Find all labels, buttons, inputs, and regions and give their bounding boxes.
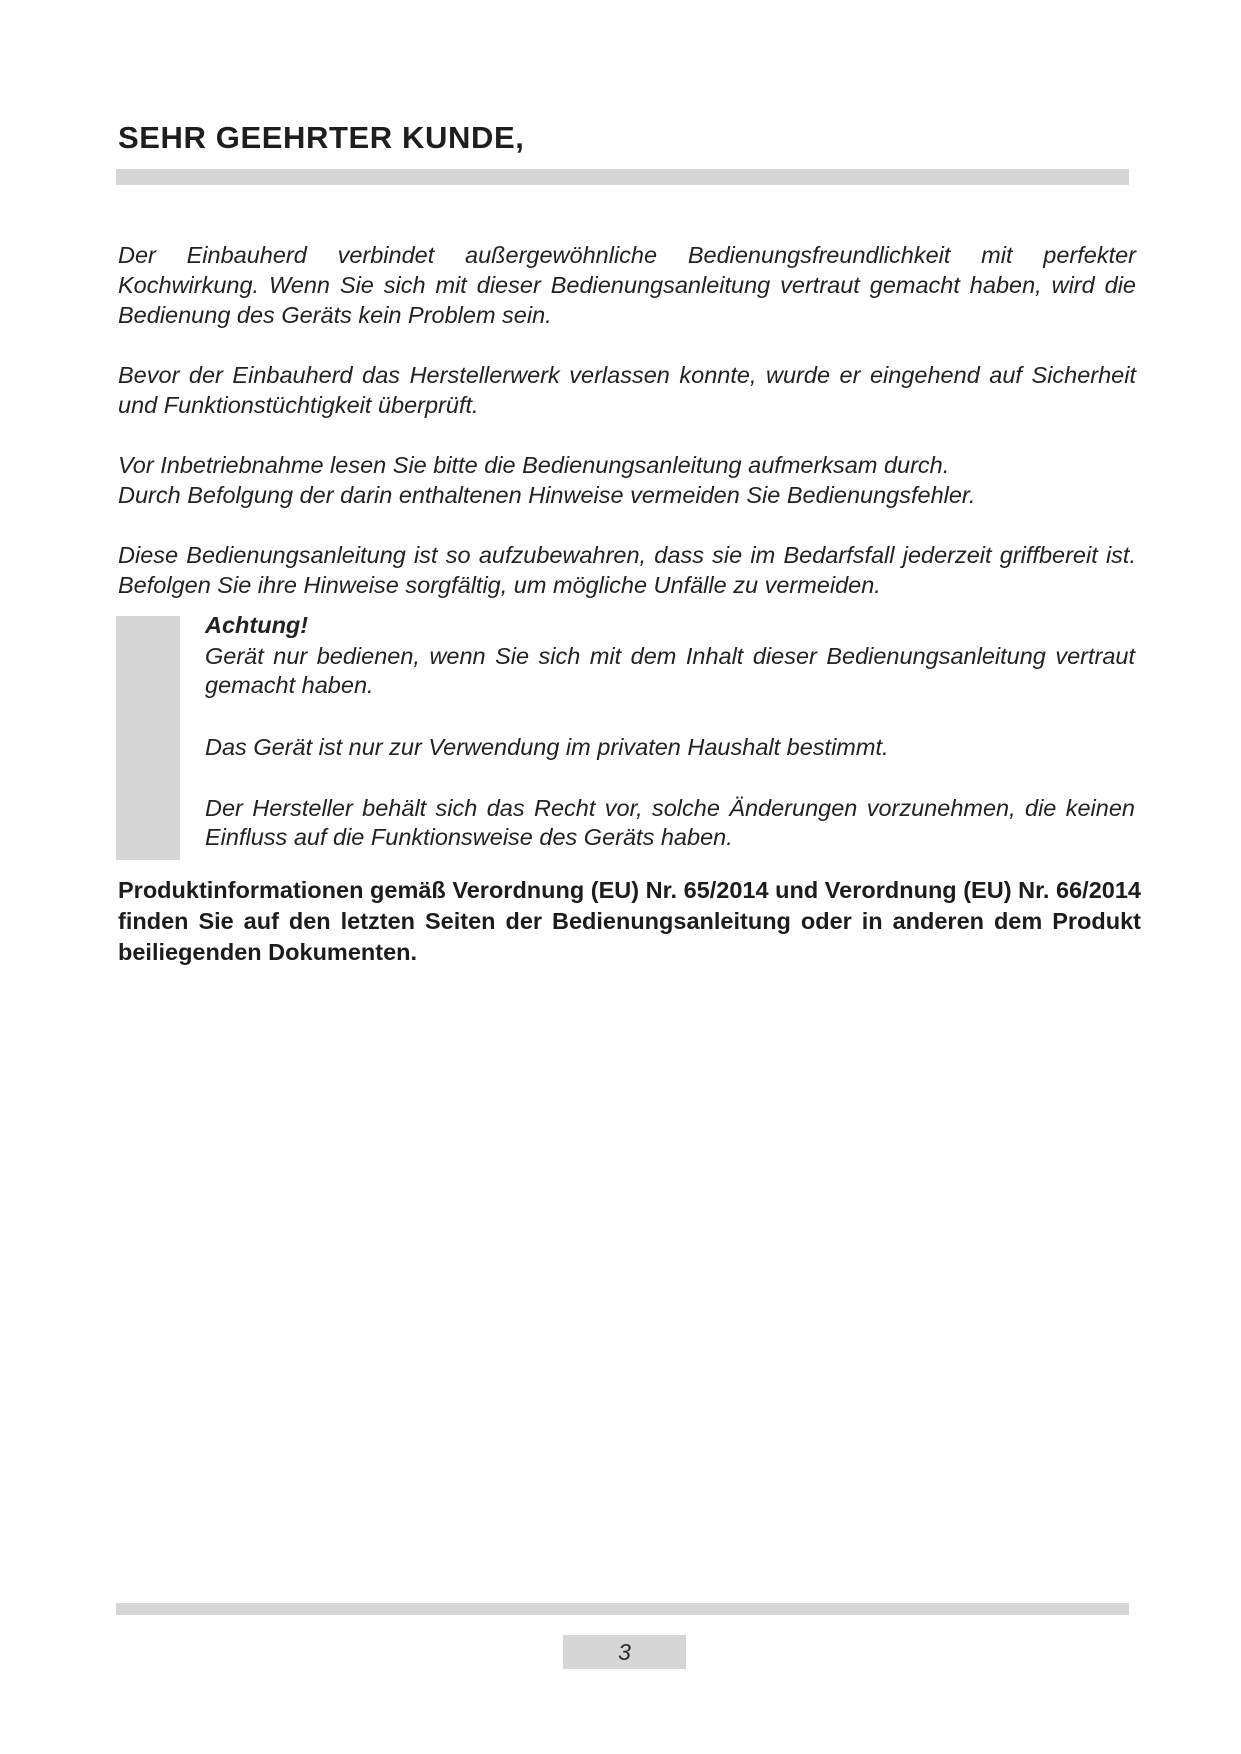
intro-paragraph-1: Der Einbauherd verbindet außergewöhnliche Bedienungsfreundlichkeit mit perfekter Kochwirkung. Wenn Sie sich mit dieser Bedienungsanleitung vertraut gemacht haben, wird die Bedienung des Geräts kein Problem sein.: [118, 242, 1136, 328]
warning-title: Achtung!: [205, 612, 309, 638]
warning-text-3: Der Hersteller behält sich das Recht vor, solche Änderungen vorzunehmen, die keinen Einfluss auf die Funktionsweise des Geräts haben.: [205, 795, 1135, 850]
warning-marker-bar: [116, 616, 180, 860]
page-title: SEHR GEEHRTER KUNDE,: [118, 120, 525, 155]
warning-text-1: Gerät nur bedienen, wenn Sie sich mit dem Inhalt dieser Bedienungsanleitung vertraut gemacht haben.: [205, 643, 1135, 698]
intro-paragraph-3: [118, 450, 1136, 510]
page-number-box: [563, 1635, 686, 1669]
footer-divider: [116, 1603, 1129, 1615]
intro-paragraph-4: Diese Bedienungsanleitung ist so aufzubewahren, dass sie im Bedarfsfall jederzeit griffbereit ist. Befolgen Sie ihre Hinweise sorgfältig, um mögliche Unfälle zu vermeiden.: [118, 542, 1136, 598]
intro-paragraph-2: Bevor der Einbauherd das Herstellerwerk verlassen konnte, wurde er eingehend auf Sicherheit und Funktionstüchtigkeit überprüft.: [118, 362, 1136, 418]
intro-paragraph-3-line-2: Durch Befolgung der darin enthaltenen Hinweise vermeiden Sie Bedienungsfehler.: [118, 482, 976, 508]
intro-paragraph-3-line-1: Vor Inbetriebnahme lesen Sie bitte die Bedienungsanleitung aufmerksam durch.: [118, 452, 950, 478]
page-number: 3: [618, 1639, 631, 1665]
product-info-notice: Produktinformationen gemäß Verordnung (EU) Nr. 65/2014 und Verordnung (EU) Nr. 66/2014 finden Sie auf den letzten Seiten der Bedienungsanleitung oder in anderen dem Produkt beiliegenden Dokumenten.: [118, 877, 1141, 965]
warning-text-2: Das Gerät ist nur zur Verwendung im privaten Haushalt bestimmt.: [205, 734, 889, 760]
header-divider: [116, 169, 1129, 185]
